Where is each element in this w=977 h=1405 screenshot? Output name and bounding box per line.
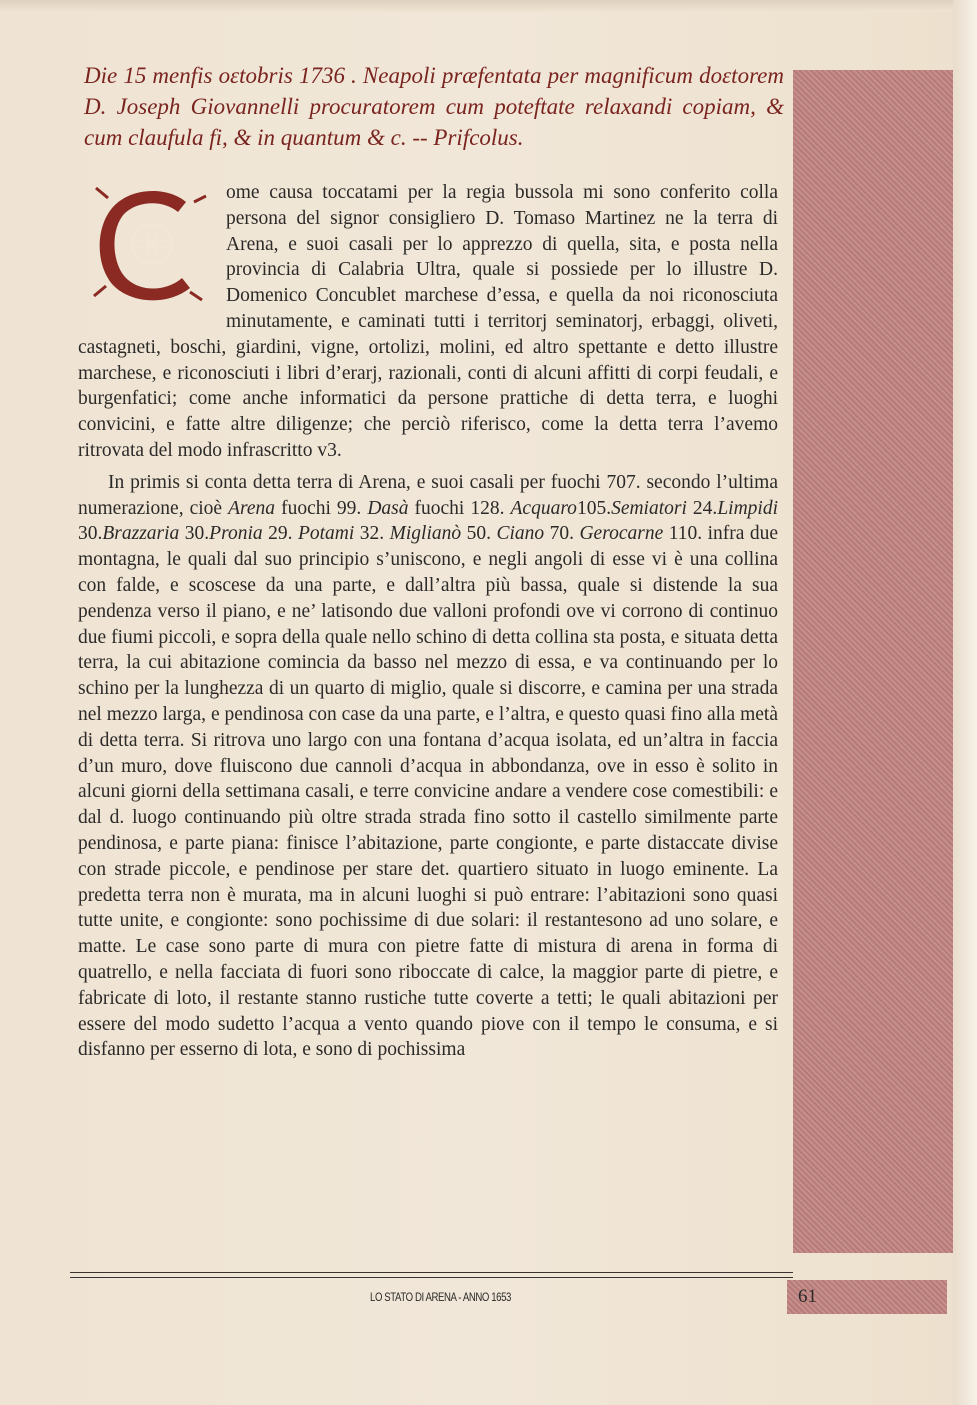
running-title: LO STATO DI ARENA - ANNO 1653 [370, 1290, 511, 1304]
place-semiatori: Semiatori [611, 497, 687, 519]
p2-text-d: 105. [576, 497, 612, 519]
p2-text-i: 32. [354, 523, 390, 545]
place-acquaro: Acquaro [510, 497, 577, 519]
p2-text-g: 30. [179, 523, 210, 545]
p2-text-e: 24. [686, 497, 718, 519]
place-dasa: Dasà [367, 497, 409, 519]
p2-text-a: In primis si conta detta terra di Arena, e suoi casali per fuochi 707. secondo l’ultima numerazione, cioè [78, 471, 778, 519]
place-brazzaria: Brazzaria [102, 523, 180, 545]
place-migliano: Miglianò [389, 523, 462, 545]
p2-text-j: 50. [461, 523, 497, 545]
paragraph-1: ome causa toccatami per la regia bussola mi sono conferito colla persona del signor consigliero D. Tomaso Martinez ne la terra di Arena, e suoi casali per lo apprezzo di quella, sita, e posta nella provincia di Calabria Ultra, quale si possiede per lo illustre D. Domenico Concublet marchese d’essa, e quella da noi riconosciuta minutamente, e caminati tutti i territorj seminatorj, erbaggi, oliveti, castagneti, boschi, giardini, vigne, ortolizi, molini, ed altro spettante e detto illustre marchese, e riconosciuti i libri d’erarj, razionali, conti di alcuni affitti di corpi feudali, e burgenfatici; come anche informatici da persone prattiche di detta terra, e luoghi convicini, e fatte altre diligenze; che perciò riferisco, come la detta terra l’avemo ritrovata del modo infrascritto v3. [78, 182, 778, 461]
body-text [78, 180, 778, 1063]
paragraph-2 [78, 470, 778, 1063]
place-potami: Potami [297, 523, 355, 545]
p2-text-k: 70. [544, 523, 580, 545]
page-top-edge [0, 0, 977, 12]
p2-text-l: 110. infra due montagna, le quali dal suo principio s’uniscono, e negli angoli di esse vi è una collina con falde, e scoscese da una parte, e dall’altra più bassa, quale si distende la sua pendenza verso il piano, e ne’ latisondo due valloni profondi ove vi corrono di continuo due fiumi piccoli, e sopra della quale nello schino di detta collina sta posta, e situata detta terra, la cui abitazione comincia da basso nel mezzo di essa, e va continuando per lo schino per la lunghezza di un quarto di miglio, quale si discorre, e camina per una strada nel mezzo larga, e pendinosa con case da una parte, e l’altra, e questo quasi fino alla metà di detta terra. Si ritrova uno largo con una fontana d’acqua isolata, ed un’altra in faccia d’un muro, dove fluiscono due cannoli d’acqua in abbondanza, ove in esso è solito in alcuni giorni della settimana casali, e terre convicine andare a vendere cose comestibili: e dal d. luogo continuando più oltre strada strada fino sotto il castello similmente parte pendinosa, e parte piana: finisce l’abitazione, parte congionte, e parte distaccate divise con strade piccole, e pendinose per stare det. quartiero situato in luogo eminente. La predetta terra non è murata, ma in alcuni luoghi si può entrare: l’abitazioni sono quasi tutte unite, e congionte: sono pochissime di due solari: il restantesono ad uno solare, e matte. Le case sono parte di mura con pietre fatte di mistura di arena in forma di quatrello, e nella facciata di fuori sono riboccate di calce, la maggior parte di pietre, e fabricate di loto, il restante stanno rustiche tutte coverte a tetti; le quali abitazioni per essere del modo sudetto l’acqua a vento quando piove con il tempo le consuma, e si disfanno per esserno di lota, e sono di pochissima [78, 523, 779, 1061]
footer-rule-secondary [70, 1277, 793, 1278]
p2-text-c: fuochi 128. [408, 497, 511, 519]
italic-header-note: Die 15 menfis oɛtobris 1736 . Neapoli præfentata per magnificum doɛtorem D. Joseph Giovannelli procuratorem cum poteftate relaxandi copiam, & cum claufula fi, & in quantum & c. -- Prifcolus. [84, 63, 784, 150]
footer-rule [70, 1272, 793, 1273]
p2-text-b: fuochi 99. [275, 497, 368, 519]
place-ciano: Ciano [496, 523, 545, 545]
place-pronia: Pronia [209, 523, 263, 545]
place-limpidi: Limpidi [717, 497, 778, 519]
p2-text-f: 30. [78, 523, 103, 545]
place-arena: Arena [228, 497, 276, 519]
page-right-edge [953, 0, 977, 1405]
place-gerocarne: Gerocarne [579, 523, 664, 545]
illuminated-initial-c-icon [90, 184, 212, 308]
page-number: 61 [798, 1286, 817, 1307]
p2-text-h: 29. [262, 523, 298, 545]
decorative-side-band [793, 70, 953, 1253]
